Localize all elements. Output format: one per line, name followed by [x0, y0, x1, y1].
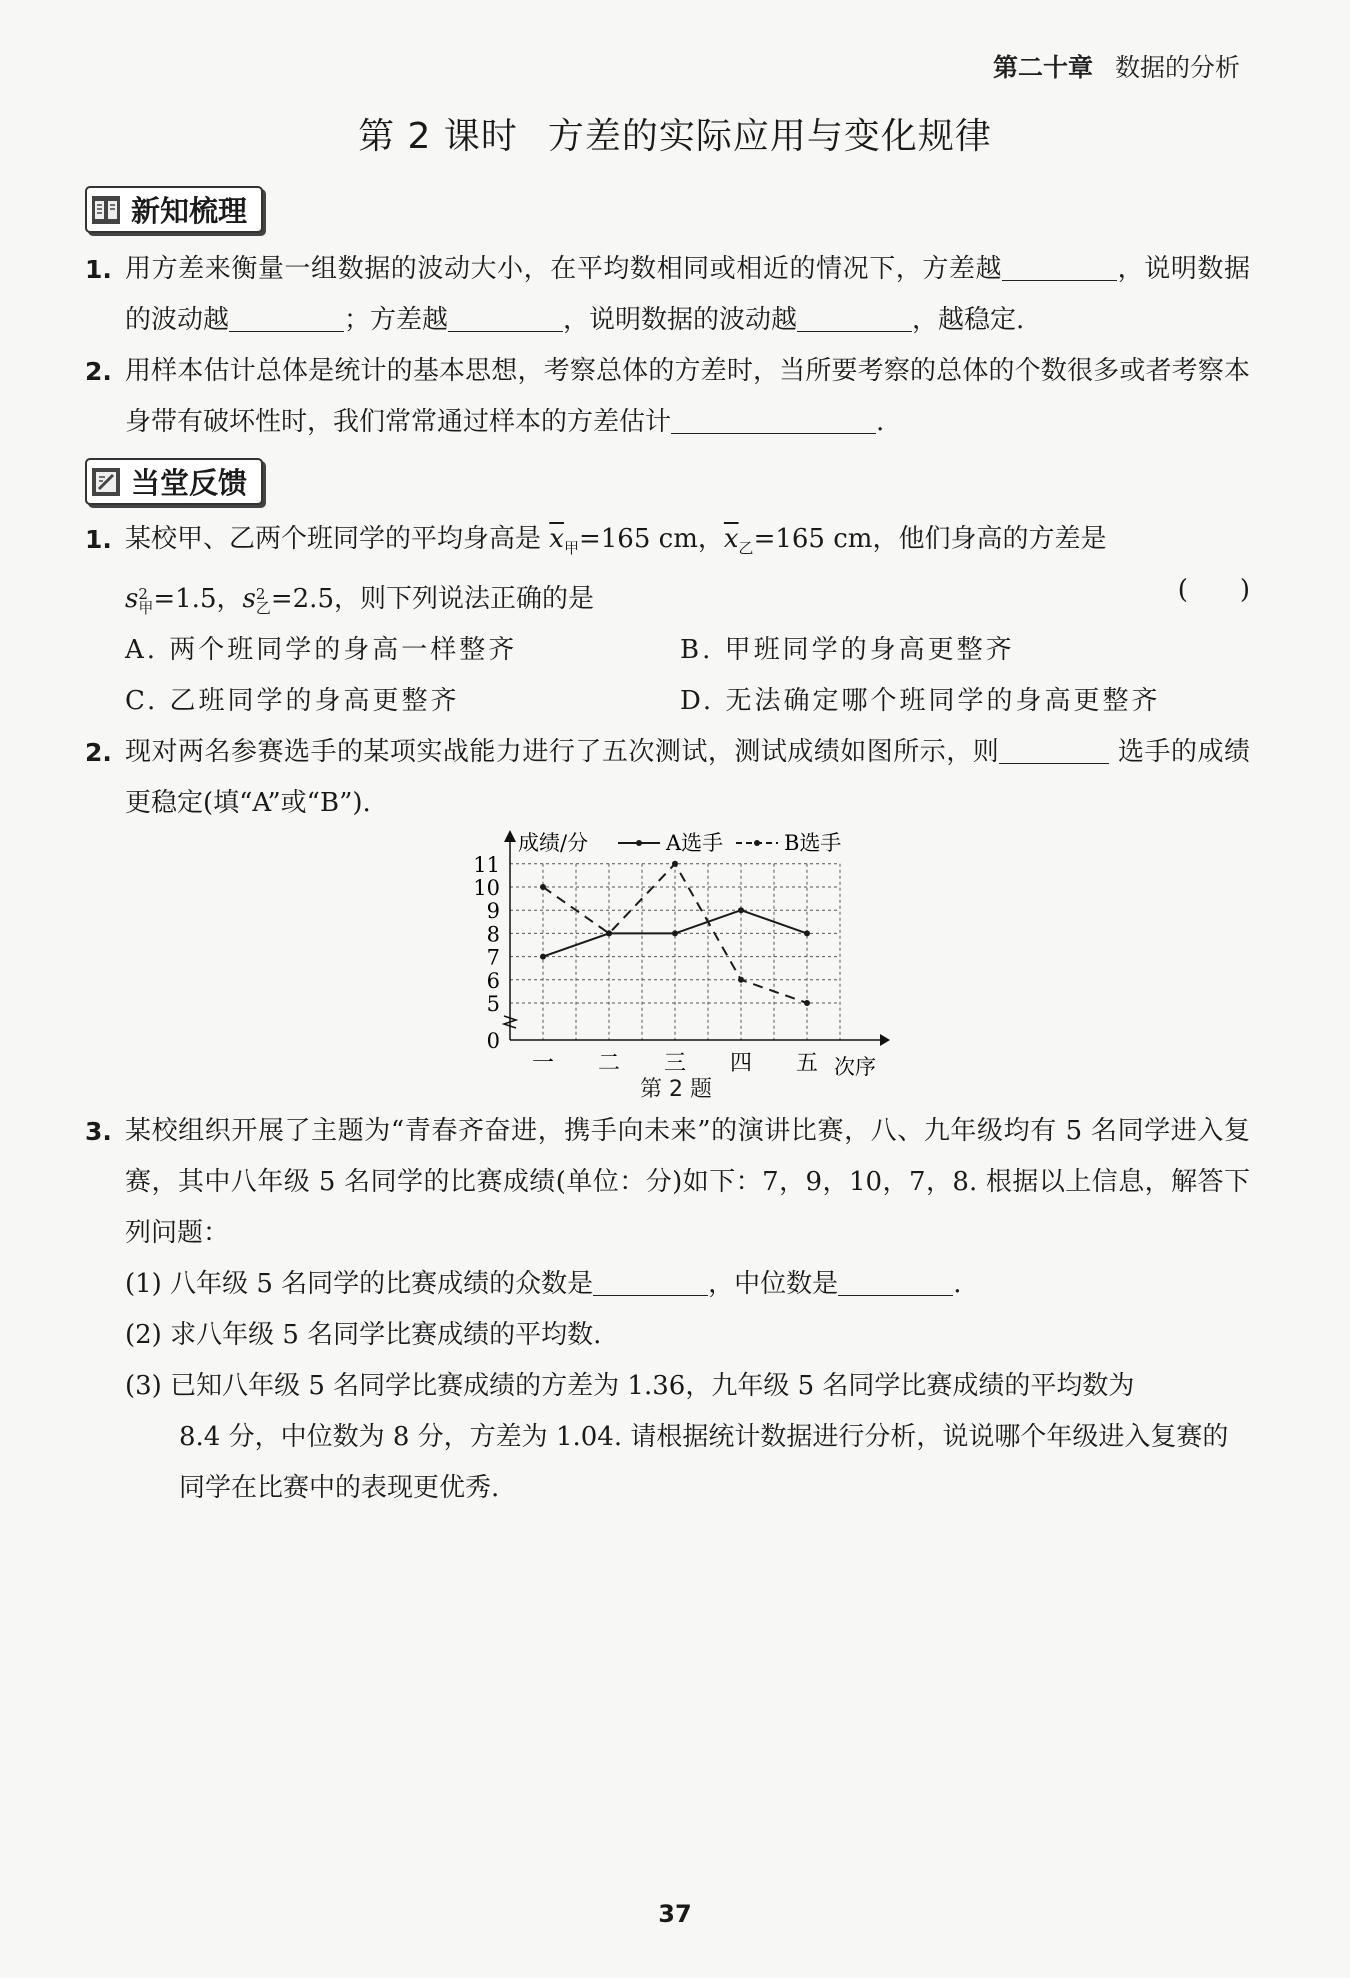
subscript: 乙 [255, 599, 271, 618]
question-text: . [953, 1269, 962, 1299]
chart-labels [473, 831, 876, 1079]
section-title: 当堂反馈 [131, 466, 248, 500]
data-point [738, 977, 744, 983]
data-point [804, 930, 810, 936]
series-line [543, 864, 807, 1003]
lesson-name: 方差的实际应用与变化规律 [547, 116, 992, 157]
sub-question-3 [85, 1361, 1250, 1514]
chapter-topic: 数据的分析 [1114, 53, 1240, 82]
answer-blank[interactable] [593, 1265, 708, 1296]
answer-blank[interactable] [999, 733, 1109, 764]
question-number: 1. [85, 525, 112, 554]
answer-blank[interactable] [448, 301, 563, 332]
question-number: 2. [85, 738, 112, 768]
y-tick-label: 6 [486, 968, 500, 993]
question-text: (2) 求八年级 5 名同学比赛成绩的平均数. [125, 1320, 602, 1350]
data-point [672, 861, 678, 867]
x-axis-label: 次序 [834, 1055, 876, 1079]
y-tick-label: 0 [486, 1029, 500, 1053]
question-text: =165 cm，他们身高的方差是 [753, 524, 1107, 554]
question-number: 1. [85, 255, 112, 284]
superscript: 2 [255, 585, 266, 604]
question-text: 用样本估计总体是统计的基本思想，考察总体的方差时，当所要考察的总体的个数很多或者考察本身带有破坏性时，我们常常通过样本的方差估计 [125, 356, 1250, 437]
chart-axes [504, 830, 890, 1046]
y-tick-label: 9 [486, 899, 500, 924]
question-text: ，说明数据的波动越 [563, 305, 798, 335]
question-number: 2. [85, 357, 112, 386]
data-point [804, 1000, 810, 1006]
question-text: . [876, 407, 885, 437]
y-tick-label: 7 [486, 945, 500, 970]
question-2-2 [85, 727, 1250, 829]
answer-blank[interactable] [838, 1265, 953, 1296]
x-axis-arrow [880, 1034, 890, 1046]
option-d[interactable]: D. 无法确定哪个班同学的身高更整齐 [680, 686, 1161, 717]
subscript: 乙 [738, 539, 754, 558]
section-label-class-feedback [85, 458, 263, 505]
question-text: 选手的成绩更稳定(填“A”或“B”). [125, 737, 1250, 819]
question-1-1 [85, 244, 1250, 346]
y-axis-arrow [504, 830, 516, 842]
question-text: ；方差越 [344, 305, 449, 335]
series-line [543, 910, 807, 956]
mean-symbol: $\overline{x}$ [549, 524, 564, 554]
subscript: 甲 [563, 539, 579, 558]
y-axis-label: 成绩/分 [518, 831, 589, 855]
data-point [672, 930, 678, 936]
data-point [606, 930, 612, 936]
variance-symbol: s [242, 584, 256, 615]
answer-paren[interactable]: ( ) [1177, 575, 1250, 605]
question-text: ，说明数据的波动越 [125, 254, 1250, 335]
question-text: =165 cm， [578, 524, 724, 554]
option-c[interactable]: C. 乙班同学的身高更整齐 [125, 686, 460, 717]
sup-sub [255, 585, 271, 618]
sub-question-2 [85, 1310, 1250, 1361]
answer-blank[interactable] [1002, 250, 1117, 281]
question-text: 某校组织开展了主题为“青春齐奋进，携手向未来”的演讲比赛，八、九年级均有 5 名同学进入复赛，其中八年级 5 名同学的比赛成绩(单位：分)如下：7，9，10，7，8. 根据以上信息，解答下列问题： [125, 1116, 1251, 1248]
option-a[interactable]: A. 两个班同学的身高一样整齐 [125, 635, 518, 666]
question-text: =1.5， [153, 584, 243, 615]
question-text: 8.4 分，中位数为 8 分，方差为 1.04. 请根据统计数据进行分析，说说哪个年级进入复赛的同学在比赛中的表现更优秀. [179, 1422, 1229, 1503]
question-3-block [85, 1106, 1250, 1514]
variance-symbol: s [125, 584, 139, 615]
axis-break [504, 1016, 516, 1028]
answer-blank[interactable] [229, 301, 344, 332]
x-tick-label: 一 [531, 1051, 555, 1076]
data-point [540, 954, 546, 960]
y-tick-label: 5 [486, 992, 500, 1016]
x-tick-label: 二 [597, 1051, 621, 1076]
y-tick-label: 8 [486, 922, 500, 947]
data-point [738, 907, 744, 913]
question-2-3 [85, 1106, 1250, 1259]
answer-blank[interactable] [797, 301, 912, 332]
question-text: 某校甲、乙两个班同学的平均身高是 [125, 524, 542, 554]
superscript: 2 [138, 585, 148, 604]
option-b[interactable]: B. 甲班同学的身高更整齐 [680, 635, 1015, 666]
question-1-2 [85, 346, 1250, 448]
options-grid [85, 625, 1250, 727]
x-tick-label: 五 [795, 1051, 819, 1076]
subscript: 甲 [138, 599, 154, 618]
y-tick-label: 10 [473, 876, 500, 900]
answer-blank[interactable] [671, 403, 876, 434]
question-text: 现对两名参赛选手的某项实战能力进行了五次测试，测试成绩如图所示，则 [125, 737, 1000, 768]
section-label-new-knowledge [85, 186, 263, 233]
lesson-number: 第 2 课时 [358, 116, 518, 157]
data-point [540, 884, 546, 890]
section2-content [85, 514, 1250, 829]
section1-content [85, 244, 1250, 448]
x-tick-label: 三 [663, 1051, 687, 1076]
data-point [606, 930, 612, 936]
question-number: 3. [85, 1117, 112, 1146]
sub-question-1 [85, 1259, 1250, 1310]
page-number: 37 [658, 1900, 692, 1928]
legend-marker [754, 840, 760, 846]
mean-symbol: $\overline{x}$ [723, 524, 739, 554]
figure-caption: 第 2 题 [640, 1077, 712, 1102]
question-2-1 [85, 514, 1250, 625]
question-text: (3) 已知八年级 5 名同学比赛成绩的方差为 1.36，九年级 5 名同学比赛成绩的平均数为 [125, 1371, 1135, 1401]
chart-series [540, 861, 810, 1006]
question-text: =2.5，则下列说法正确的是 [270, 584, 594, 615]
y-tick-label: 11 [473, 852, 500, 877]
question-text: ，越稳定. [912, 305, 1025, 335]
sup-sub [138, 585, 154, 618]
section-title: 新知梳理 [131, 194, 248, 228]
x-tick-label: 四 [729, 1051, 753, 1076]
legend-label: A选手 [666, 831, 724, 855]
book-icon [91, 195, 121, 225]
chart-grid [510, 864, 840, 1040]
question-text: ，中位数是 [708, 1269, 839, 1299]
legend-marker [636, 840, 642, 846]
pencil-note-icon [91, 467, 121, 497]
legend-label: B选手 [784, 831, 842, 855]
question-text: 用方差来衡量一组数据的波动大小，在平均数相同或相近的情况下，方差越 [125, 254, 1003, 284]
chapter-header [993, 48, 1240, 84]
question-text: (1) 八年级 5 名同学的比赛成绩的众数是 [125, 1269, 594, 1299]
lesson-title [0, 108, 1350, 159]
chapter-number: 第二十章 [992, 53, 1093, 82]
